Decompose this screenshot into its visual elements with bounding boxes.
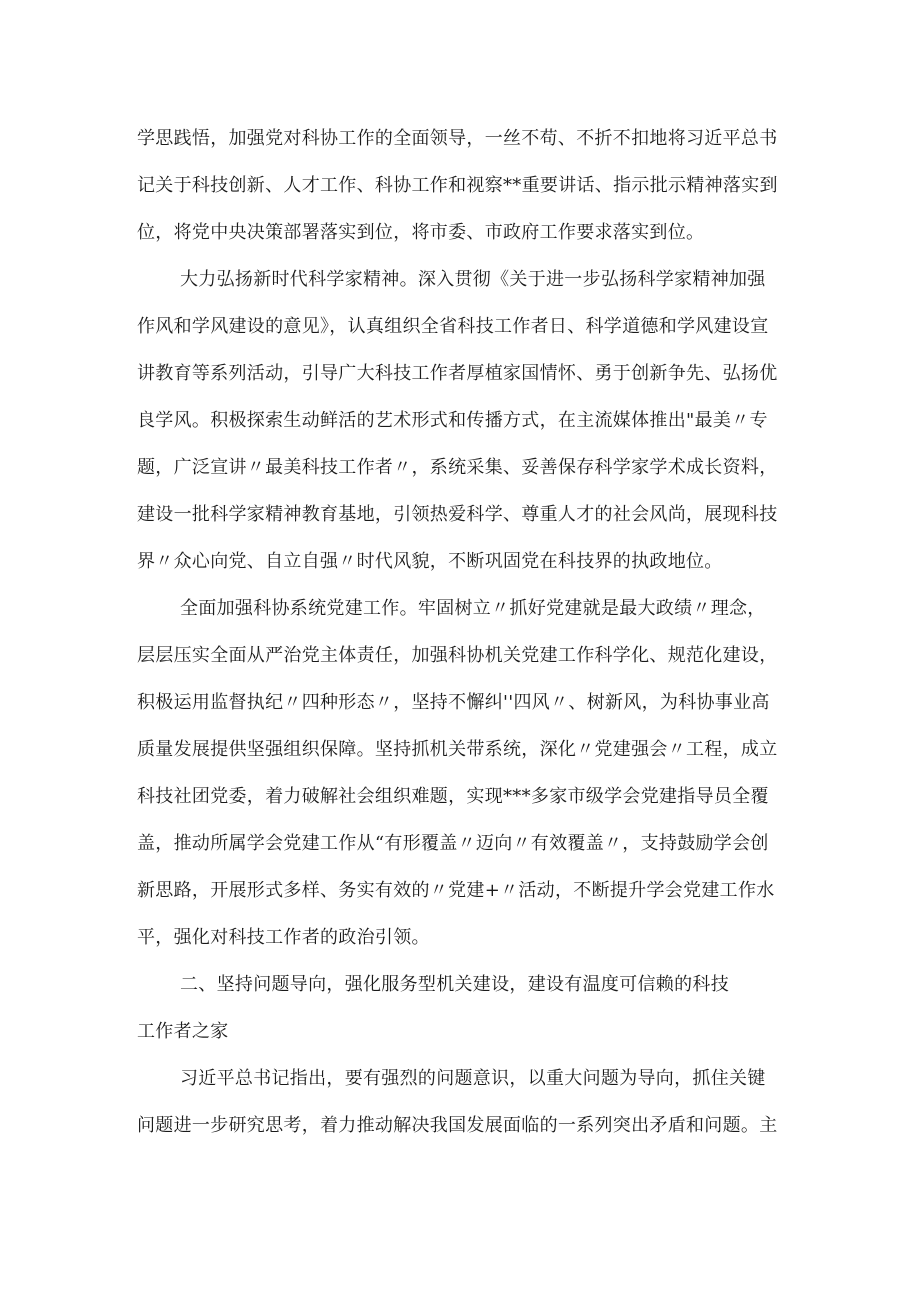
text-line: 问题进一步研究思考，着力推动解决我国发展面临的一系列突出矛盾和问题。主 <box>137 1115 778 1136</box>
text-line: 平，强化对科技工作者的政治引领。 <box>137 927 430 948</box>
text-line: 盖，推动所属学会党建工作从“有形覆盖〃迈向〃有效覆盖〃，支持鼓励学会创 <box>137 833 769 854</box>
text-line: 学思践悟，加强党对科协工作的全面领导，一丝不苟、不折不扣地将习近平总书 <box>137 128 778 149</box>
text-line: 位，将党中央决策部署落实到位，将市委、市政府工作要求落实到位。 <box>137 222 705 243</box>
text-line: 习近平总书记指出，要有强烈的问题意识，以重大问题为导向，抓住关键 <box>180 1068 766 1089</box>
text-line: 记关于科技创新、人才工作、科协工作和视察**重要讲话、指示批示精神落实到 <box>137 175 778 196</box>
text-line: 题，广泛宣讲〃最美科技工作者〃，系统采集、妥善保存科学家学术成长资料， <box>137 457 778 478</box>
section-heading-line: 二、坚持问题导向，强化服务型机关建设，建设有温度可信赖的科技 <box>180 974 729 995</box>
text-line: 讲教育等系列活动，引导广大科技工作者厚植家国情怀、勇于创新争先、弘扬优 <box>137 363 778 384</box>
text-line: 科技社团党委，着力破解社会组织难题，实现***多家市级学会党建指导员全覆 <box>137 786 769 807</box>
text-line: 新思路，开展形式多样、务实有效的〃党建+〃活动，不断提升学会党建工作水 <box>137 880 775 901</box>
text-line: 大力弘扬新时代科学家精神。深入贯彻《关于进一步弘扬科学家精神加强 <box>180 269 766 290</box>
section-heading-line: 工作者之家 <box>137 1021 229 1042</box>
text-line: 良学风。积极探索生动鲜活的艺术形式和传播方式，在主流媒体推出"最美〃专 <box>137 410 768 431</box>
text-line: 作风和学风建设的意见》，认真组织全省科技工作者日、科学道德和学风建设宣 <box>137 316 769 337</box>
text-line: 质量发展提供坚强组织保障。坚持抓机关带系统，深化〃党建强会〃工程，成立 <box>137 739 778 760</box>
text-line: 积极运用监督执纪〃四种形态〃，坚持不懈纠''四风〃、树新风，为科协事业高 <box>137 692 770 713</box>
text-line: 层层压实全面从严治党主体责任，加强科协机关党建工作科学化、规范化建设， <box>137 645 778 666</box>
text-line: 界〃众心向党、自立自强〃时代风貌，不断巩固党在科技界的执政地位。 <box>137 551 723 572</box>
text-line: 建设一批科学家精神教育基地，引领热爱科学、尊重人才的社会风尚，展现科技 <box>137 504 778 525</box>
text-line: 全面加强科协系统党建工作。牢固树立〃抓好党建就是最大政绩〃理念， <box>180 598 766 619</box>
